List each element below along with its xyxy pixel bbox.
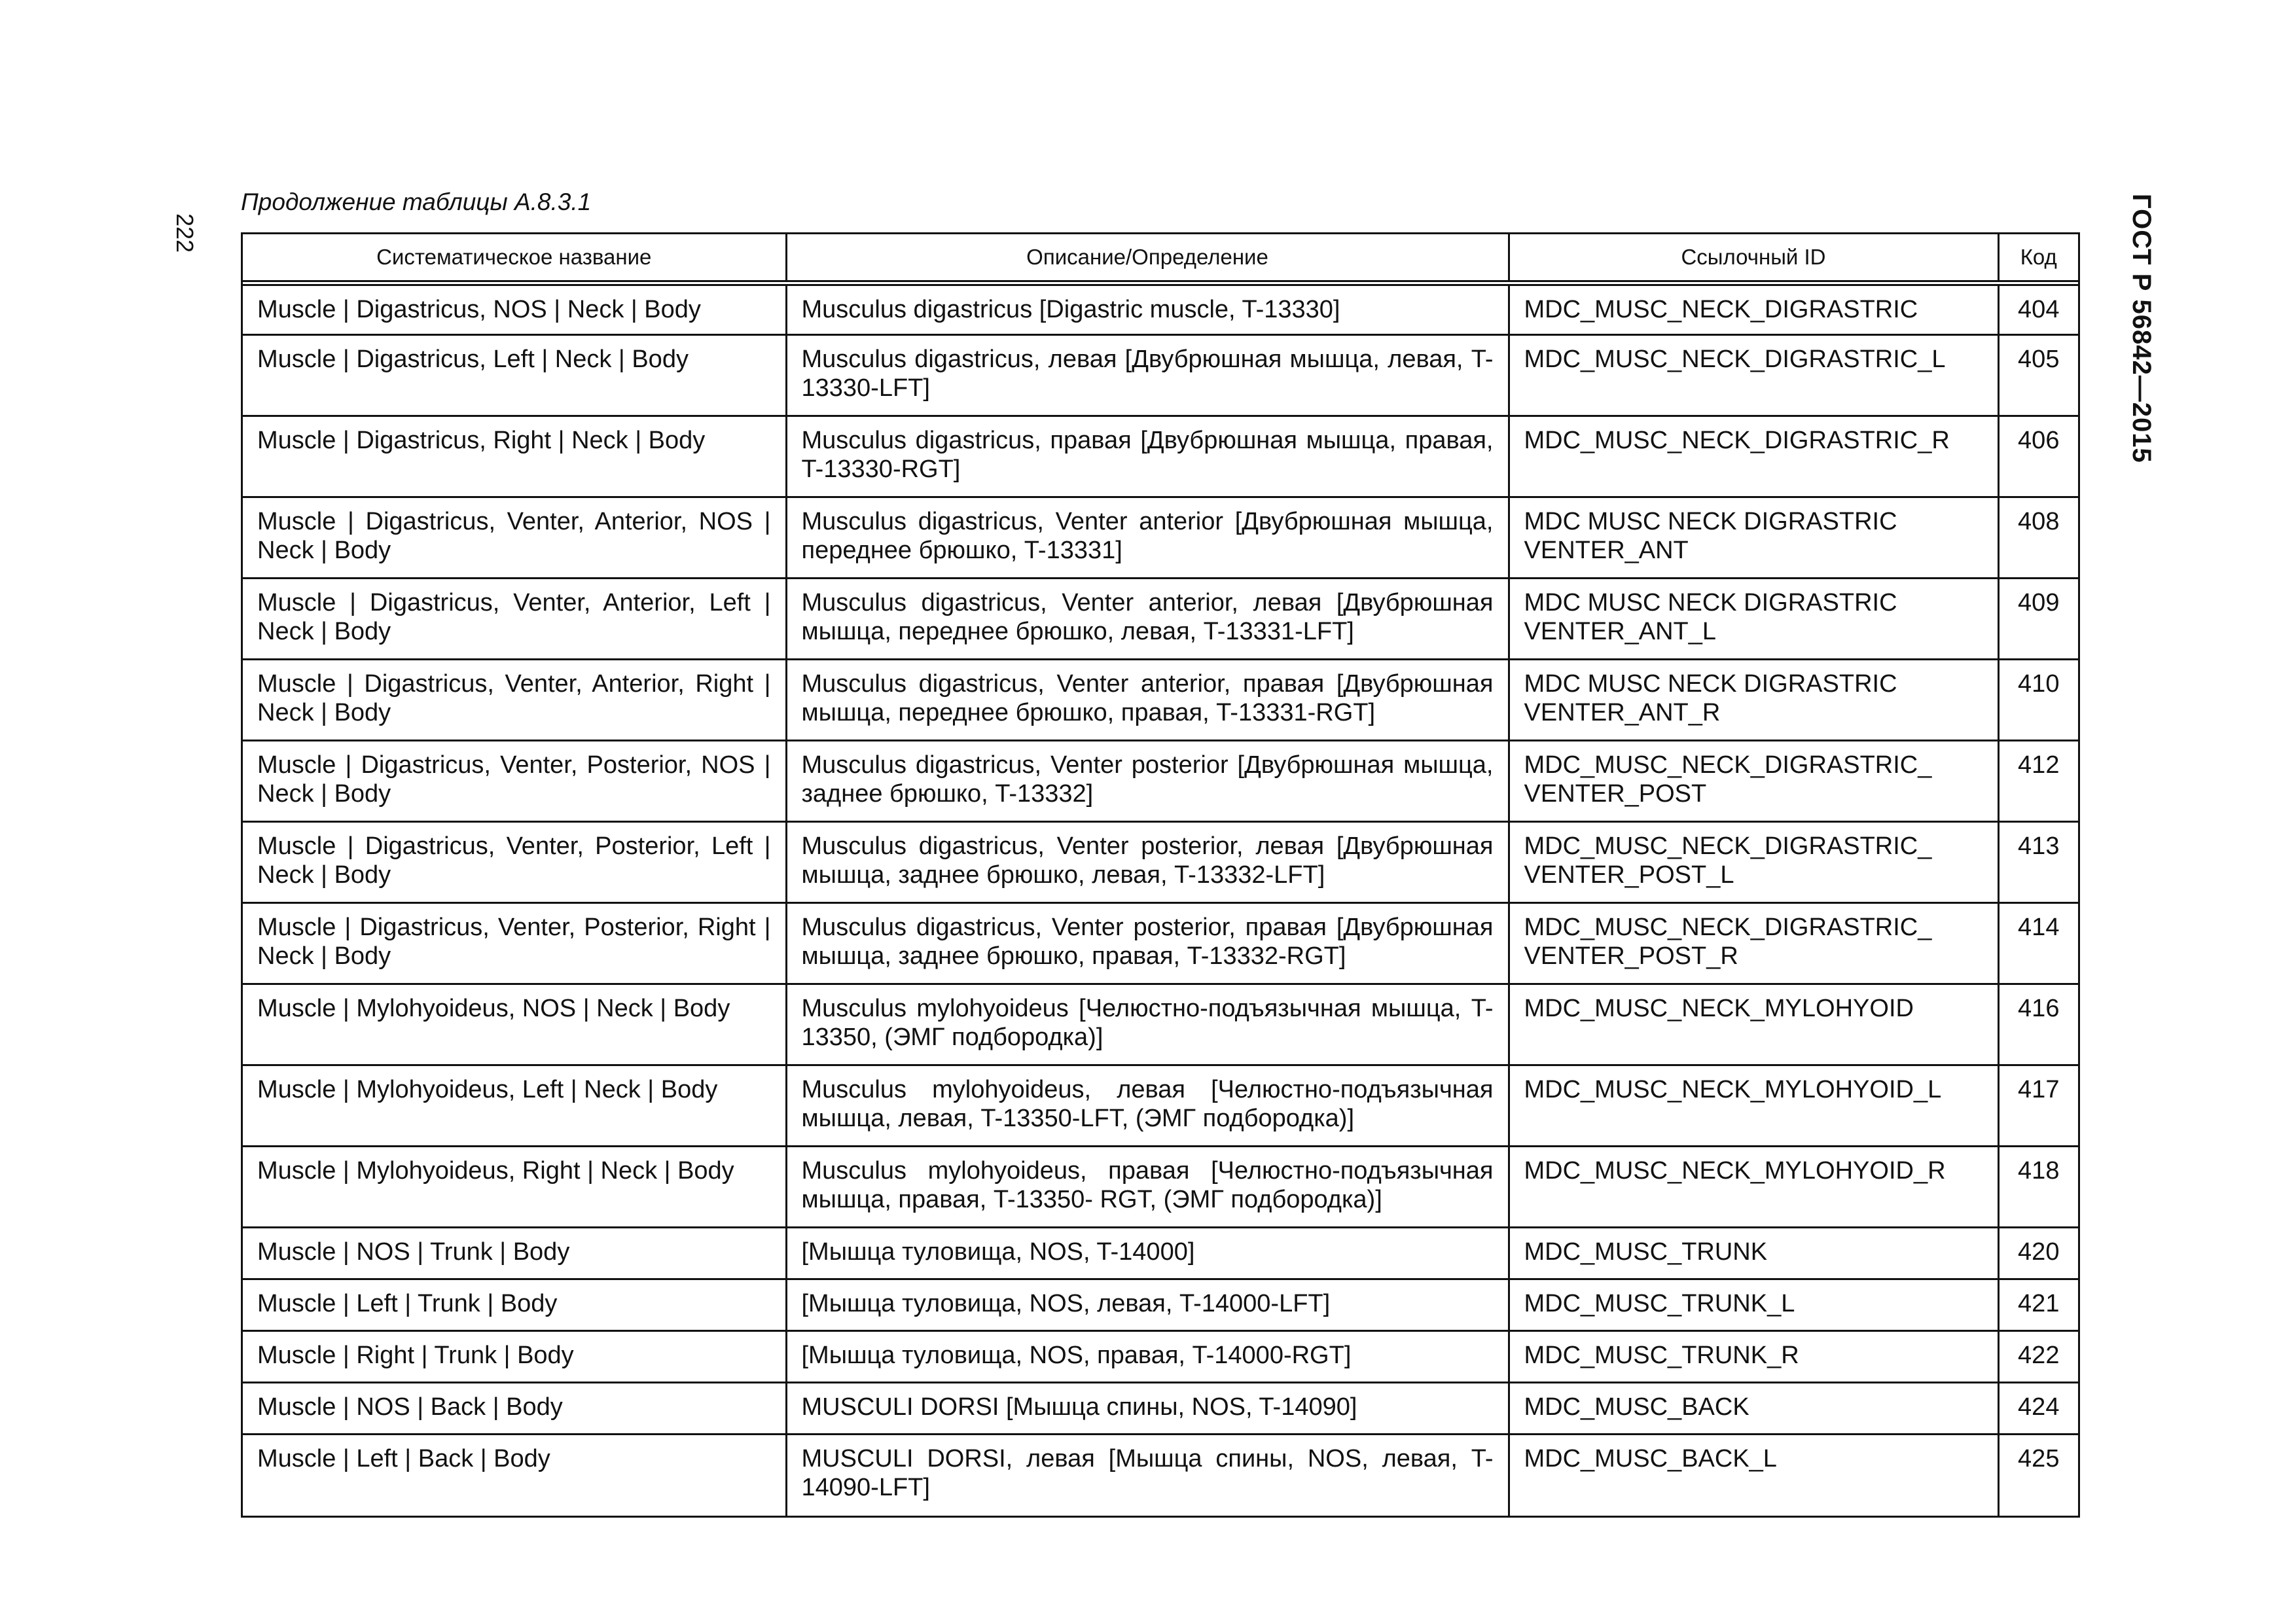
cell-reference-id: MDC_MUSC_NECK_MYLOHYOID [1509, 984, 1998, 1065]
cell-reference-id: MDC_MUSC_NECK_DIGRASTRIC [1509, 283, 1998, 335]
table-frame [241, 232, 2080, 1518]
cell-code: 424 [1998, 1383, 2078, 1435]
cell-systematic-name: Muscle | NOS | Back | Body [243, 1383, 786, 1435]
cell-reference-id: MDC_MUSC_NECK_DIGRASTRIC_ VENTER_POST_R [1509, 903, 1998, 984]
cell-code: 412 [1998, 741, 2078, 822]
table-row [243, 1228, 2078, 1279]
cell-description: Musculus digastricus, правая [Двубрюшная мышца, правая, T-13330-RGT] [786, 416, 1509, 497]
cell-reference-id: MDC_MUSC_NECK_DIGRASTRIC_L [1509, 335, 1998, 416]
table-row [243, 497, 2078, 579]
cell-systematic-name: Muscle | Mylohyoideus, NOS | Neck | Body [243, 984, 786, 1065]
cell-reference-id: MDC_MUSC_NECK_DIGRASTRIC_ VENTER_POST_L [1509, 822, 1998, 903]
cell-description: MUSCULI DORSI, левая [Мышца спины, NOS, левая, T-14090-LFT] [786, 1435, 1509, 1516]
cell-systematic-name: Muscle | Digastricus, Right | Neck | Body [243, 416, 786, 497]
header-systematic-name: Систематическое название [243, 234, 786, 283]
cell-code: 408 [1998, 497, 2078, 579]
cell-code: 406 [1998, 416, 2078, 497]
cell-code: 405 [1998, 335, 2078, 416]
cell-systematic-name: Muscle | Mylohyoideus, Left | Neck | Body [243, 1065, 786, 1147]
table-row [243, 822, 2078, 903]
cell-systematic-name: Muscle | Digastricus, Venter, Posterior, NOS | Neck | Body [243, 741, 786, 822]
cell-code: 416 [1998, 984, 2078, 1065]
header-code: Код [1998, 234, 2078, 283]
cell-reference-id: MDC_MUSC_TRUNK_L [1509, 1279, 1998, 1331]
cell-systematic-name: Muscle | Digastricus, Venter, Posterior, Right | Neck | Body [243, 903, 786, 984]
cell-reference-id: MDC_MUSC_NECK_DIGRASTRIC_R [1509, 416, 1998, 497]
cell-code: 425 [1998, 1435, 2078, 1516]
table-row [243, 1147, 2078, 1228]
cell-systematic-name: Muscle | Left | Trunk | Body [243, 1279, 786, 1331]
table-row [243, 416, 2078, 497]
cell-systematic-name: Muscle | Mylohyoideus, Right | Neck | Body [243, 1147, 786, 1228]
cell-description: Musculus digastricus, Venter posterior, левая [Двубрюшная мышца, заднее брюшко, левая, T-13332-LFT] [786, 822, 1509, 903]
cell-code: 421 [1998, 1279, 2078, 1331]
cell-systematic-name: Muscle | Right | Trunk | Body [243, 1331, 786, 1383]
cell-code: 414 [1998, 903, 2078, 984]
cell-reference-id: MDC_MUSC_NECK_MYLOHYOID_L [1509, 1065, 1998, 1147]
cell-reference-id: MDC_MUSC_TRUNK_R [1509, 1331, 1998, 1383]
cell-reference-id: MDC_MUSC_BACK_L [1509, 1435, 1998, 1516]
table-caption: Продолжение таблицы А.8.3.1 [241, 188, 592, 215]
cell-description: [Мышца туловища, NOS, T-14000] [786, 1228, 1509, 1279]
table-row [243, 1279, 2078, 1331]
cell-code: 413 [1998, 822, 2078, 903]
cell-description: Musculus digastricus, Venter posterior, правая [Двубрюшная мышца, заднее брюшко, правая, T-13332-RGT] [786, 903, 1509, 984]
cell-reference-id: MDC_MUSC_TRUNK [1509, 1228, 1998, 1279]
table-row [243, 283, 2078, 335]
table-row [243, 1383, 2078, 1435]
cell-code: 410 [1998, 660, 2078, 741]
table-row [243, 1065, 2078, 1147]
cell-reference-id: MDC MUSC NECK DIGRASTRIC VENTER_ANT [1509, 497, 1998, 579]
cell-systematic-name: Muscle | NOS | Trunk | Body [243, 1228, 786, 1279]
cell-description: MUSCULI DORSI [Мышца спины, NOS, T-14090] [786, 1383, 1509, 1435]
table-row [243, 335, 2078, 416]
cell-description: Musculus mylohyoideus [Челюстно-подъязычная мышца, T-13350, (ЭМГ подбородка)] [786, 984, 1509, 1065]
cell-systematic-name: Muscle | Digastricus, NOS | Neck | Body [243, 283, 786, 335]
cell-reference-id: MDC MUSC NECK DIGRASTRIC VENTER_ANT_L [1509, 579, 1998, 660]
cell-systematic-name: Muscle | Digastricus, Venter, Posterior, Left | Neck | Body [243, 822, 786, 903]
table-row [243, 1435, 2078, 1516]
cell-description: Musculus digastricus, Venter posterior [Двубрюшная мышца, заднее брюшко, T-13332] [786, 741, 1509, 822]
cell-systematic-name: Muscle | Digastricus, Venter, Anterior, Right | Neck | Body [243, 660, 786, 741]
header-description: Описание/Определение [786, 234, 1509, 283]
standard-id: ГОСТ Р 56842—2015 [2127, 194, 2156, 463]
table-row [243, 903, 2078, 984]
cell-description: Musculus mylohyoideus, левая [Челюстно-подъязычная мышца, левая, T-13350-LFT, (ЭМГ подбородка)] [786, 1065, 1509, 1147]
page-number: 222 [171, 213, 198, 253]
table-header-row [243, 234, 2078, 283]
header-reference-id: Ссылочный ID [1509, 234, 1998, 283]
table-row [243, 984, 2078, 1065]
cell-code: 404 [1998, 283, 2078, 335]
cell-code: 417 [1998, 1065, 2078, 1147]
cell-description: Musculus digastricus, Venter anterior, правая [Двубрюшная мышца, переднее брюшко, правая, T-13331-RGT] [786, 660, 1509, 741]
cell-systematic-name: Muscle | Digastricus, Venter, Anterior, Left | Neck | Body [243, 579, 786, 660]
cell-code: 418 [1998, 1147, 2078, 1228]
table-row [243, 1331, 2078, 1383]
cell-systematic-name: Muscle | Digastricus, Left | Neck | Body [243, 335, 786, 416]
cell-description: Musculus mylohyoideus, правая [Челюстно-подъязычная мышца, правая, T-13350- RGT, (ЭМГ подбородка)] [786, 1147, 1509, 1228]
table-row [243, 579, 2078, 660]
cell-description: Musculus digastricus, Venter anterior, левая [Двубрюшная мышца, переднее брюшко, левая, T-13331-LFT] [786, 579, 1509, 660]
table-row [243, 660, 2078, 741]
cell-reference-id: MDC MUSC NECK DIGRASTRIC VENTER_ANT_R [1509, 660, 1998, 741]
cell-description: Musculus digastricus, левая [Двубрюшная мышца, левая, T-13330-LFT] [786, 335, 1509, 416]
cell-code: 409 [1998, 579, 2078, 660]
cell-reference-id: MDC_MUSC_BACK [1509, 1383, 1998, 1435]
cell-code: 422 [1998, 1331, 2078, 1383]
terms-table [243, 234, 2078, 1516]
cell-description: Musculus digastricus, Venter anterior [Двубрюшная мышца, переднее брюшко, T-13331] [786, 497, 1509, 579]
cell-systematic-name: Muscle | Digastricus, Venter, Anterior, NOS | Neck | Body [243, 497, 786, 579]
cell-systematic-name: Muscle | Left | Back | Body [243, 1435, 786, 1516]
cell-description: Musculus digastricus [Digastric muscle, T-13330] [786, 283, 1509, 335]
table-row [243, 741, 2078, 822]
cell-reference-id: MDC_MUSC_NECK_MYLOHYOID_R [1509, 1147, 1998, 1228]
cell-reference-id: MDC_MUSC_NECK_DIGRASTRIC_ VENTER_POST [1509, 741, 1998, 822]
cell-code: 420 [1998, 1228, 2078, 1279]
cell-description: [Мышца туловища, NOS, левая, T-14000-LFT] [786, 1279, 1509, 1331]
cell-description: [Мышца туловища, NOS, правая, T-14000-RGT] [786, 1331, 1509, 1383]
